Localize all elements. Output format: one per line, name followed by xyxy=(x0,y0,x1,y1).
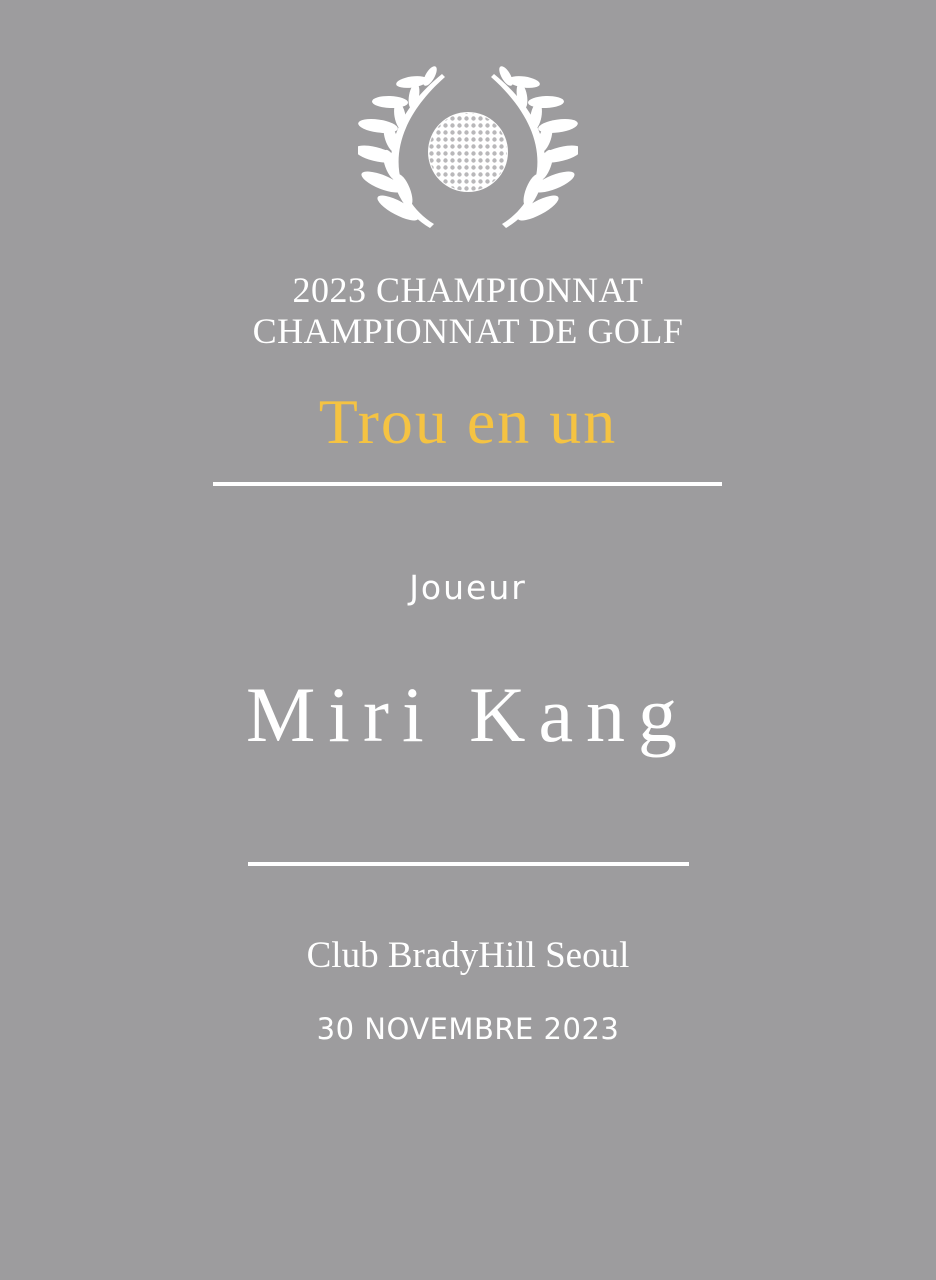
event-date: 30 NOVEMBRE 2023 xyxy=(316,1012,620,1046)
championship-title-line-2: CHAMPIONNAT DE GOLF xyxy=(252,311,684,351)
championship-title-line-1: 2023 CHAMPIONNAT xyxy=(292,270,644,310)
award-title: Trou en un xyxy=(318,386,618,457)
laurel-wreath-golf-ball-icon xyxy=(358,66,578,238)
divider-bottom xyxy=(248,862,689,866)
divider-top xyxy=(213,482,722,486)
role-label: Joueur xyxy=(409,568,527,607)
club-name: Club BradyHill Seoul xyxy=(306,935,630,976)
player-name: Miri Kang xyxy=(245,671,691,758)
